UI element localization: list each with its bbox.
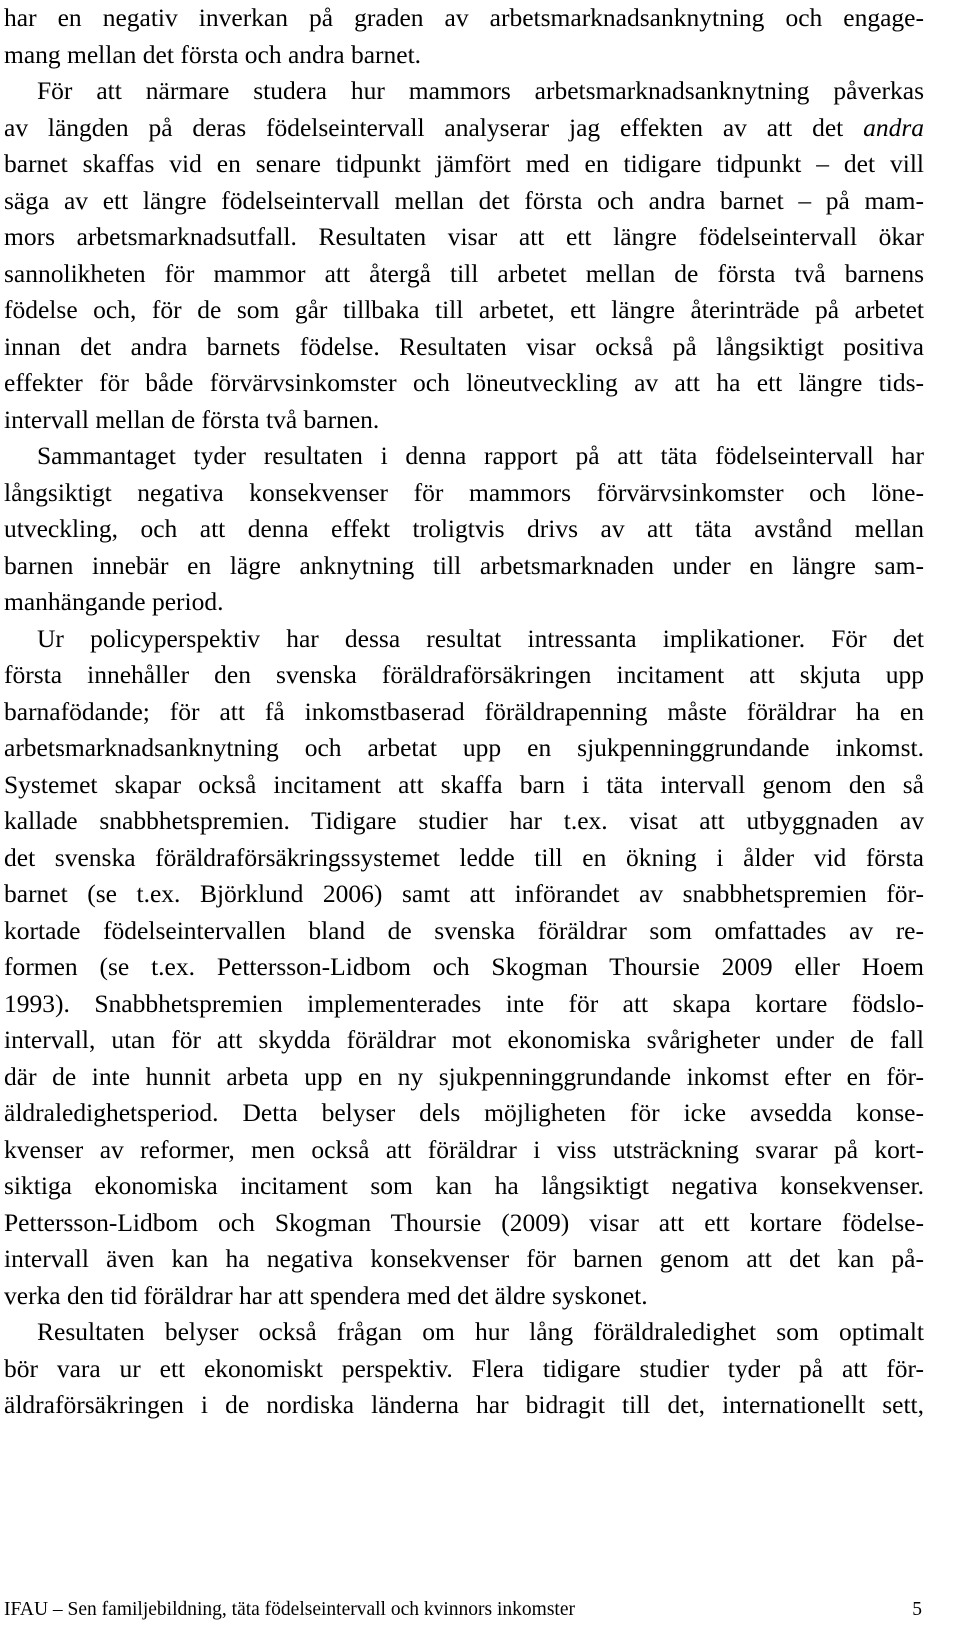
text-line: verka den tid föräldrar har att spendera med det äldre syskonet. [4, 1280, 648, 1310]
text-line: första innehåller den svenska föräldraförsäkringen incitament att skjuta upp [4, 660, 924, 689]
text-line: mang mellan det första och andra barnet. [4, 39, 422, 69]
text-line: formen (se t.ex. Pettersson-Lidbom och Skogman Thoursie 2009 eller Hoem [4, 952, 924, 981]
text-line: Systemet skapar också incitament att skaffa barn i täta intervall genom den så [4, 769, 924, 799]
text-line: Ur policyperspektiv har dessa resultat intressanta implikationer. För det [37, 623, 924, 653]
page-number: 5 [912, 1599, 922, 1620]
text-line: har en negativ inverkan på graden av arbetsmarknadsanknytning och engage- [4, 3, 924, 32]
text-line: Resultaten belyser också frågan om hur lång föräldraledighet som optimalt [37, 1317, 924, 1346]
paragraph [4, 621, 924, 1315]
text-line: innan det andra barnets födelse. Resultaten visar också på långsiktigt positiva [4, 331, 924, 361]
text-line: utveckling, och att denna effekt troligtvis drivs av att täta avstånd mellan [4, 514, 924, 543]
text-line: Pettersson-Lidbom och Skogman Thoursie (2009) visar att ett kortare födelse- [4, 1207, 924, 1237]
text-line: intervall mellan de första två barnen. [4, 404, 380, 434]
text-line: Sammantaget tyder resultaten i denna rapport på att täta födelseintervall har [37, 441, 924, 470]
paragraph [4, 1314, 924, 1424]
footer-title: IFAU – Sen familjebildning, täta födelseintervall och kvinnors inkomster [4, 1599, 575, 1620]
text-line: sannolikheten för mammor att återgå till arbetet mellan de första två barnens [4, 258, 924, 288]
text-line: effekter för både förvärvsinkomster och löneutveckling av att ha ett längre tids- [4, 368, 924, 397]
text-line: arbetsmarknadsanknytning och arbetat upp en sjukpenninggrundande inkomst. [4, 733, 924, 762]
text-line: där de inte hunnit arbeta upp en ny sjukpenninggrundande inkomst efter en för- [4, 1061, 924, 1091]
text-line: det svenska föräldraförsäkringssystemet ledde till en ökning i ålder vid första [4, 842, 924, 872]
text-line: kvenser av reformer, men också att föräldrar i viss utsträckning svarar på kort- [4, 1134, 924, 1164]
text-line: säga av ett längre födelseintervall mellan det första och andra barnet – på mam- [4, 185, 924, 215]
text-line: intervall även kan ha negativa konsekvenser för barnen genom att det kan på- [4, 1244, 924, 1273]
text-line: mors arbetsmarknadsutfall. Resultaten visar att ett längre födelseintervall ökar [4, 222, 924, 251]
paragraph [4, 0, 924, 73]
text-line: barnen innebär en lägre anknytning till arbetsmarknaden under en längre sam- [4, 550, 924, 580]
text-line: barnafödande; för att få inkomstbaserad föräldrapenning måste föräldrar ha en [4, 696, 924, 726]
text-line: intervall, utan för att skydda föräldrar mot ekonomiska svårigheter under de fall [4, 1025, 924, 1054]
text-line: födelse och, för de som går tillbaka till arbetet, ett längre återinträde på arbetet [4, 295, 924, 324]
text-fragment: av längden på deras födelseintervall analyserar jag effekten av att det [4, 112, 864, 142]
text-line: äldraledighetsperiod. Detta belyser dels möjligheten för icke avsedda konse- [4, 1098, 924, 1127]
text-line: kallade snabbhetspremien. Tidigare studier har t.ex. visat att utbyggnaden av [4, 806, 924, 835]
paragraph [4, 438, 924, 621]
text-line: äldraförsäkringen i de nordiska länderna har bidragit till det, internationellt sett, [4, 1390, 924, 1419]
text-line: manhängande period. [4, 587, 224, 616]
text-line: barnet (se t.ex. Björklund 2006) samt att införandet av snabbhetspremien för- [4, 879, 924, 908]
document-body [4, 0, 924, 1424]
text-line: För att närmare studera hur mammors arbetsmarknadsanknytning påverkas [37, 76, 924, 105]
text-line [4, 110, 924, 147]
text-line: bör vara ur ett ekonomiskt perspektiv. Flera tidigare studier tyder på att för- [4, 1353, 924, 1383]
text-line: långsiktigt negativa konsekvenser för mammors förvärvsinkomster och löne- [4, 477, 924, 507]
text-line: 1993). Snabbhetspremien implementerades inte för att skapa kortare födslo- [4, 988, 924, 1018]
text-line: barnet skaffas vid en senare tidpunkt jämfört med en tidigare tidpunkt – det vill [4, 149, 924, 178]
paragraph [4, 73, 924, 438]
text-line: siktiga ekonomiska incitament som kan ha långsiktigt negativa konsekvenser. [4, 1171, 924, 1200]
emphasis-andra: andra [863, 112, 924, 142]
text-line: kortade födelseintervallen bland de svenska föräldrar som omfattades av re- [4, 915, 924, 945]
page-footer [4, 1598, 922, 1622]
